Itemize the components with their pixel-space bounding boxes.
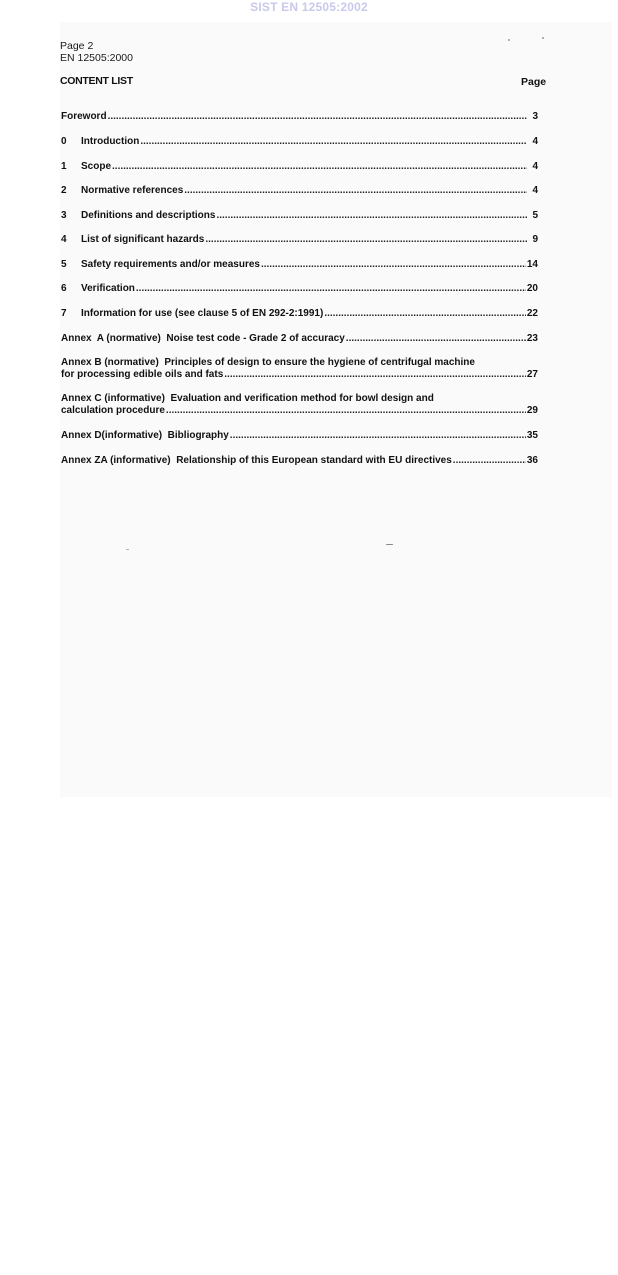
toc-entry-title: Annex ZA (informative) Relationship of this European standard with EU directives <box>61 455 452 466</box>
toc-entry-information-for-use[interactable] <box>61 308 538 320</box>
leader-dots <box>166 405 526 417</box>
leader-dots <box>205 234 527 246</box>
toc-entry-verification[interactable] <box>61 283 538 295</box>
toc-entry-title: Scope <box>81 161 112 172</box>
toc-entry-annex-za[interactable] <box>61 455 538 467</box>
toc-entry-foreword[interactable] <box>61 111 538 123</box>
scan-speck <box>542 37 544 39</box>
toc-entry-page: 9 <box>532 234 538 245</box>
leader-dots <box>324 308 526 320</box>
toc-entry-number: 3 <box>61 210 67 221</box>
toc-entry-title: Foreword <box>61 111 107 122</box>
toc-entry-hazards[interactable] <box>61 234 538 246</box>
toc-entry-page: 4 <box>532 161 538 172</box>
toc-entry-title: Introduction <box>81 136 140 147</box>
leader-dots <box>453 455 526 467</box>
toc-entry-title: List of significant hazards <box>81 234 205 245</box>
toc-entry-page: 36 <box>526 455 538 466</box>
leader-dots <box>112 161 527 173</box>
toc-entry-title: for processing edible oils and fats <box>61 369 224 380</box>
toc-entry-title: Annex A (normative) Noise test code - Grade 2 of accuracy <box>61 333 345 344</box>
content-list-title: CONTENT LIST <box>60 75 133 87</box>
toc-entry-number: 1 <box>61 161 67 172</box>
leader-dots <box>261 259 526 271</box>
leader-dots <box>184 185 527 197</box>
toc-entry-page: 29 <box>526 405 538 416</box>
leader-dots <box>230 430 526 442</box>
toc-entry-page: 14 <box>526 259 538 270</box>
toc-entry-title-line1: Annex C (informative) Evaluation and verification method for bowl design and <box>61 393 434 404</box>
toc-entry-introduction[interactable] <box>61 136 538 148</box>
watermark: SIST EN 12505:2002 <box>250 0 368 14</box>
toc-entry-page: 22 <box>526 308 538 319</box>
toc-entry-number: 0 <box>61 136 67 147</box>
toc-entry-annex-b[interactable] <box>61 357 538 381</box>
toc-entry-number: 2 <box>61 185 67 196</box>
toc-entry-title: Definitions and descriptions <box>81 210 216 221</box>
toc-entry-title: Normative references <box>81 185 184 196</box>
toc-entry-safety-requirements[interactable] <box>61 259 538 271</box>
page-column-label: Page <box>521 76 547 88</box>
toc-entry-annex-a[interactable] <box>61 333 538 345</box>
toc-entry-page: 5 <box>532 210 538 221</box>
document-id: EN 12505:2000 <box>60 52 133 64</box>
toc-entry-page: 4 <box>532 136 538 147</box>
leader-dots <box>216 210 527 222</box>
toc-entry-page: 20 <box>526 283 538 294</box>
leader-dots <box>108 111 527 123</box>
leader-dots <box>136 283 526 295</box>
leader-dots <box>224 369 526 381</box>
toc-entry-page: 35 <box>526 430 538 441</box>
toc-entry-definitions[interactable] <box>61 210 538 222</box>
toc-entry-number: 4 <box>61 234 67 245</box>
toc-entry-page: 27 <box>526 369 538 380</box>
toc-entry-page: 3 <box>532 111 538 122</box>
leader-dots <box>140 136 527 148</box>
toc-entry-title: Verification <box>81 283 135 294</box>
toc-entry-title: Annex D(informative) Bibliography <box>61 430 229 441</box>
toc-entry-page: 23 <box>526 333 538 344</box>
toc-entry-number: 5 <box>61 259 67 270</box>
toc-entry-title: calculation procedure <box>61 405 165 416</box>
page-number: Page 2 <box>60 40 94 52</box>
toc-entry-scope[interactable] <box>61 161 538 173</box>
toc-entry-annex-d[interactable] <box>61 430 538 442</box>
toc-entry-annex-c[interactable] <box>61 393 538 417</box>
toc-entry-page: 4 <box>532 185 538 196</box>
scan-speck <box>386 544 393 545</box>
toc-entry-title-line1: Annex B (normative) Principles of design to ensure the hygiene of centrifugal machine <box>61 357 475 368</box>
toc-entry-title: Information for use (see clause 5 of EN 292-2:1991) <box>81 308 324 319</box>
toc-entry-number: 7 <box>61 308 67 319</box>
toc-entry-normative-references[interactable] <box>61 185 538 197</box>
scan-speck <box>508 39 510 41</box>
toc-entry-number: 6 <box>61 283 67 294</box>
scan-speck <box>126 549 129 550</box>
leader-dots <box>346 333 526 345</box>
toc-entry-title: Safety requirements and/or measures <box>81 259 260 270</box>
